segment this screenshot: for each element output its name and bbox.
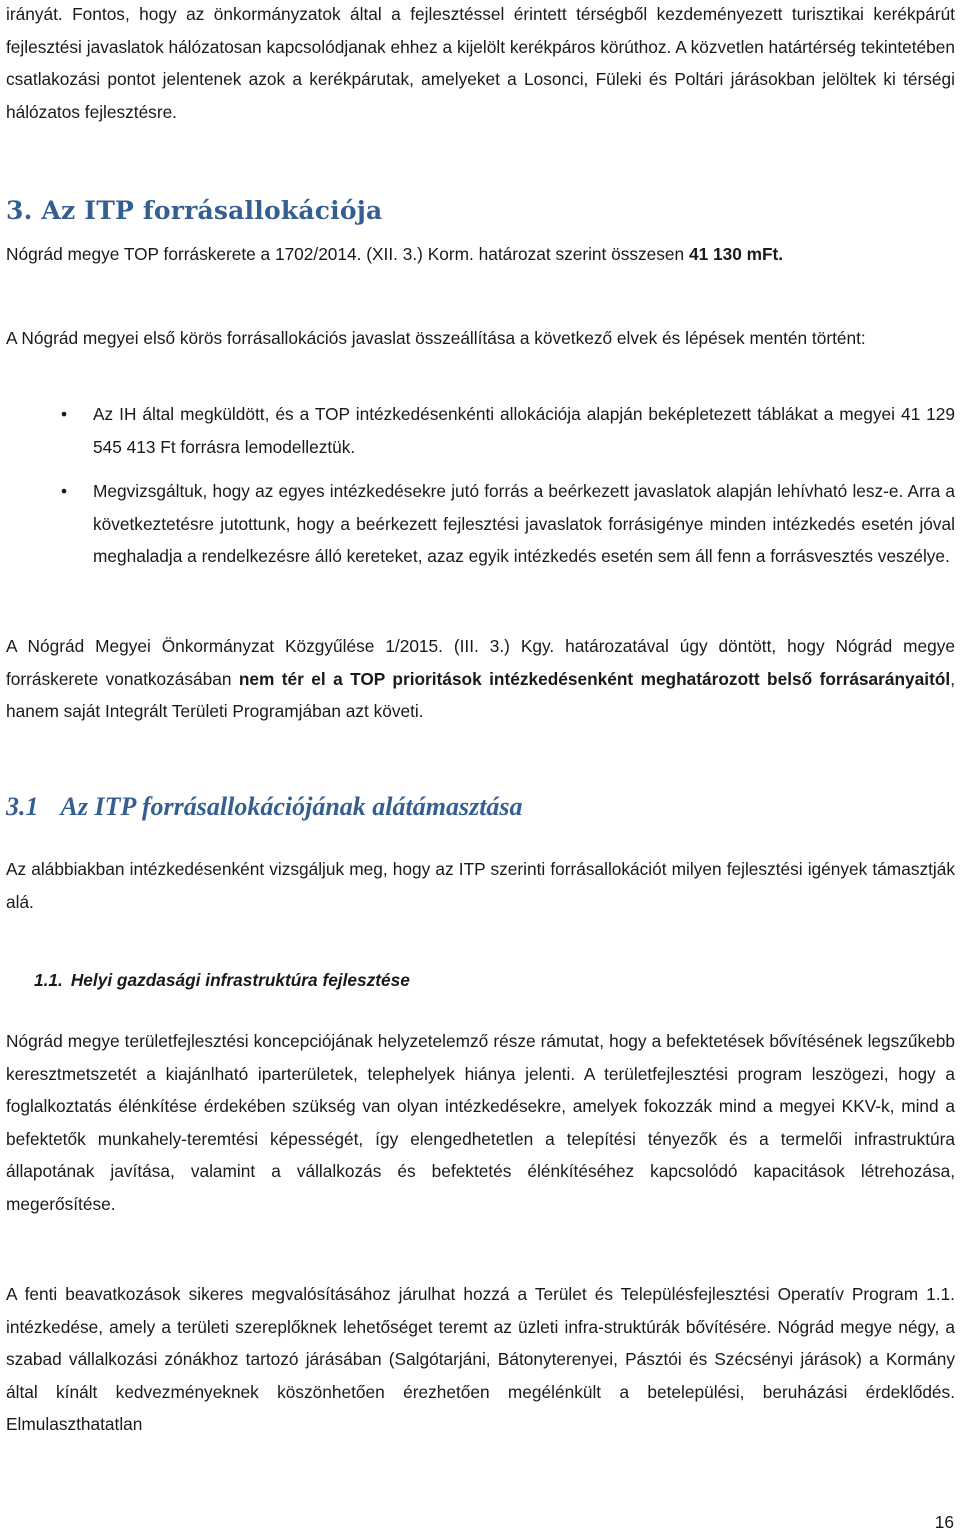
section-number: 1.1. (34, 970, 63, 990)
section-title: Az ITP forrásallokációjának alátámasztása (60, 792, 523, 821)
section-title: Helyi gazdasági infrastruktúra fejlesztése (70, 970, 410, 990)
section-3-1-intro: Az alábbiakban intézkedésenként vizsgáljuk meg, hogy az ITP szerinti forrásallokációt milyen fejlesztési igények támasztják alá. (6, 859, 955, 912)
list-item: • Az IH által megküldött, és a TOP intézkedésenkénti allokációja alapján beképletezett táblákat a megyei 41 129 545 413 Ft forrásra lemodelleztük. (6, 398, 955, 463)
section-3-heading (6, 196, 382, 225)
budget-amount: 41 130 mFt. (688, 244, 784, 264)
allocation-steps-list (6, 398, 955, 573)
subsection-1-1-heading (34, 970, 410, 991)
allocation-intro: A Nógrád megyei első körös forrásallokációs javaslat összeállítása a következő elvek és lépések mentén történt: (6, 328, 866, 348)
section-3-1-heading (6, 792, 523, 822)
section-title: Az ITP forrásallokációja (41, 196, 383, 225)
infrastructure-paragraph-2: A fenti beavatkozások sikeres megvalósításához járulhat hozzá a Terület és Településfejlesztési Operatív Program 1.1. intézkedése, amely a területi szereplőknek lehetőséget teremt az üzleti infra-struktúrák bővítésére. Nógrád megye négy, a szabad vállalkozási zónákhoz tartozó járásában (Salgótarjáni, Bátonyterenyei, Pásztói és Szécsényi járások) a Kormány által kínált kedvezményeknek köszönhetően érezhetően megélénkült a betelepülési, beruházási érdeklődés. Elmulaszthatatlan (6, 1284, 955, 1434)
budget-line: Nógrád megye TOP forráskerete a 1702/2014. (XII. 3.) Korm. határozat szerint összesen 41 130 mFt. (6, 244, 784, 264)
list-item: • Megvizsgáltuk, hogy az egyes intézkedésekre jutó forrás a beérkezett javaslatok alapján lehívható lesz-e. Arra a következtetésre jutottunk, hogy a beérkezett fejlesztési javaslatok forrásigénye minden intézkedés esetén jóval meghaladja a rendelkezésre álló kereteket, azaz egyik intézkedés esetén sem áll fenn a forrásvesztés veszélye. (6, 475, 955, 573)
section-number: 3.1 (6, 792, 39, 821)
continued-paragraph: irányát. Fontos, hogy az önkormányzatok által a fejlesztéssel érintett térségből kezdeményezett turisztikai kerékpárút fejlesztési javaslatok hálózatosan kapcsolódjanak ehhez a kijelölt kerékpáros körúthoz. A közvetlen határtérség tekintetében csatlakozási pontot jelentenek azok a kerékpárutak, amelyeket a Losonci, Füleki és Poltári járásokban jelöltek ki térségi hálózatos fejlesztésre. (6, 4, 955, 122)
infrastructure-paragraph-1: Nógrád megye területfejlesztési koncepciójának helyzetelemző része rámutat, hogy a befektetések bővítésének legszűkebb keresztmetszetét a kiajánlható iparterületek, telephelyek hiánya jelenti. A területfejlesztési program leszögezi, hogy a foglalkoztatás élénkítése érdekében szükség van olyan intézkedésekre, amelyek fokozzák mind a megyei KKV-k, mind a befektetők munkahely-teremtési képességét, így elengedhetetlen a telepítési tényezők és a termelői infrastruktúra állapotának javítása, valamint a vállalkozás és befektetés élénkítéséhez kapcsolódó kapacitások létrehozása, megerősítése. (6, 1031, 955, 1214)
section-number: 3. (6, 196, 33, 225)
bullet-icon: • (61, 481, 68, 501)
decision-paragraph: A Nógrád Megyei Önkormányzat Közgyűlése 1/2015. (III. 3.) Kgy. határozatával úgy döntött, hogy Nógrád megye forráskerete vonatkozásában nem tér el a TOP prioritások intézkedésenként meghatározott belső forrásarányaitól, hanem saját Integrált Területi Programjában azt követi. (6, 636, 955, 721)
page-number: 16 (934, 1512, 954, 1532)
bullet-icon: • (61, 404, 68, 424)
